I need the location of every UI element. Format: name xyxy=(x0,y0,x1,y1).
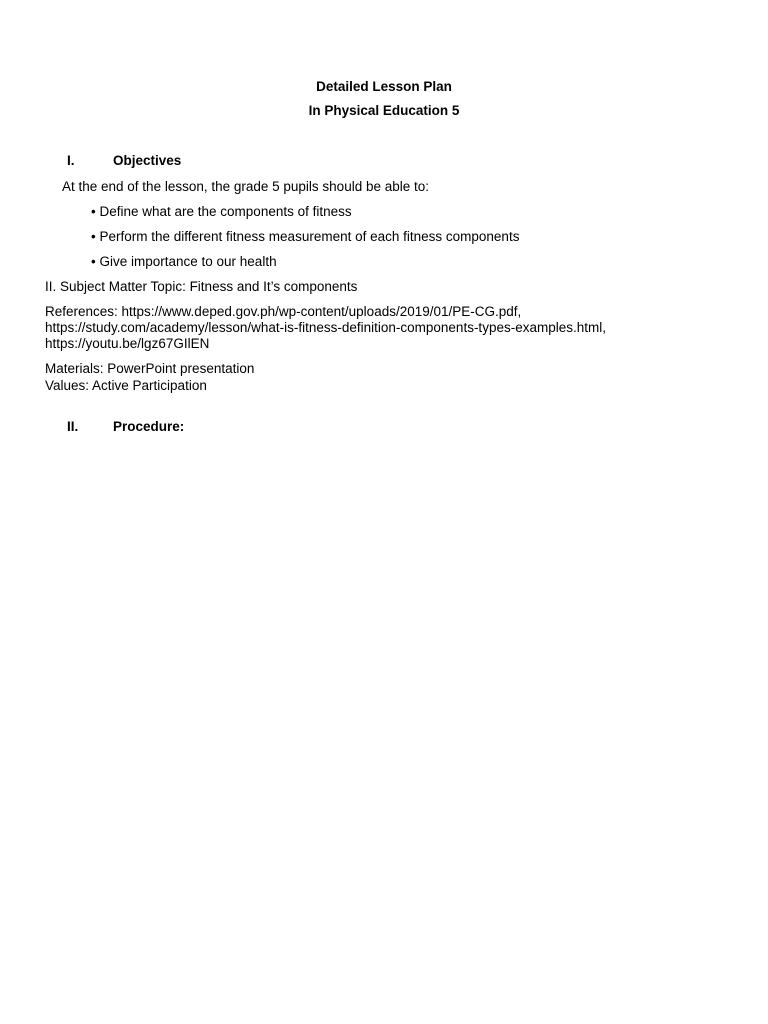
section-numeral: I. xyxy=(67,153,75,168)
objective-bullet: • Perform the different fitness measurement of each fitness components xyxy=(91,229,520,244)
subject-matter: II. Subject Matter Topic: Fitness and It’s components xyxy=(45,279,358,294)
references-line: References: https://www.deped.gov.ph/wp-content/uploads/2019/01/PE-CG.pdf, xyxy=(45,304,522,319)
section-heading: Procedure: xyxy=(113,419,185,434)
section-heading: Objectives xyxy=(113,153,182,168)
section-numeral: II. xyxy=(67,419,79,434)
objectives-intro: At the end of the lesson, the grade 5 pupils should be able to: xyxy=(62,179,430,194)
objective-bullet: • Define what are the components of fitness xyxy=(91,204,352,219)
references-line: https://youtu.be/lgz67GIlEN xyxy=(45,336,210,351)
materials-line: Materials: PowerPoint presentation xyxy=(45,361,255,376)
document-title: Detailed Lesson Plan xyxy=(316,79,452,94)
objective-bullet: • Give importance to our health xyxy=(91,254,277,269)
references-line: https://study.com/academy/lesson/what-is-fitness-definition-components-types-examples.html, xyxy=(45,320,606,335)
document-subtitle: In Physical Education 5 xyxy=(308,103,460,118)
values-line: Values: Active Participation xyxy=(45,378,207,393)
